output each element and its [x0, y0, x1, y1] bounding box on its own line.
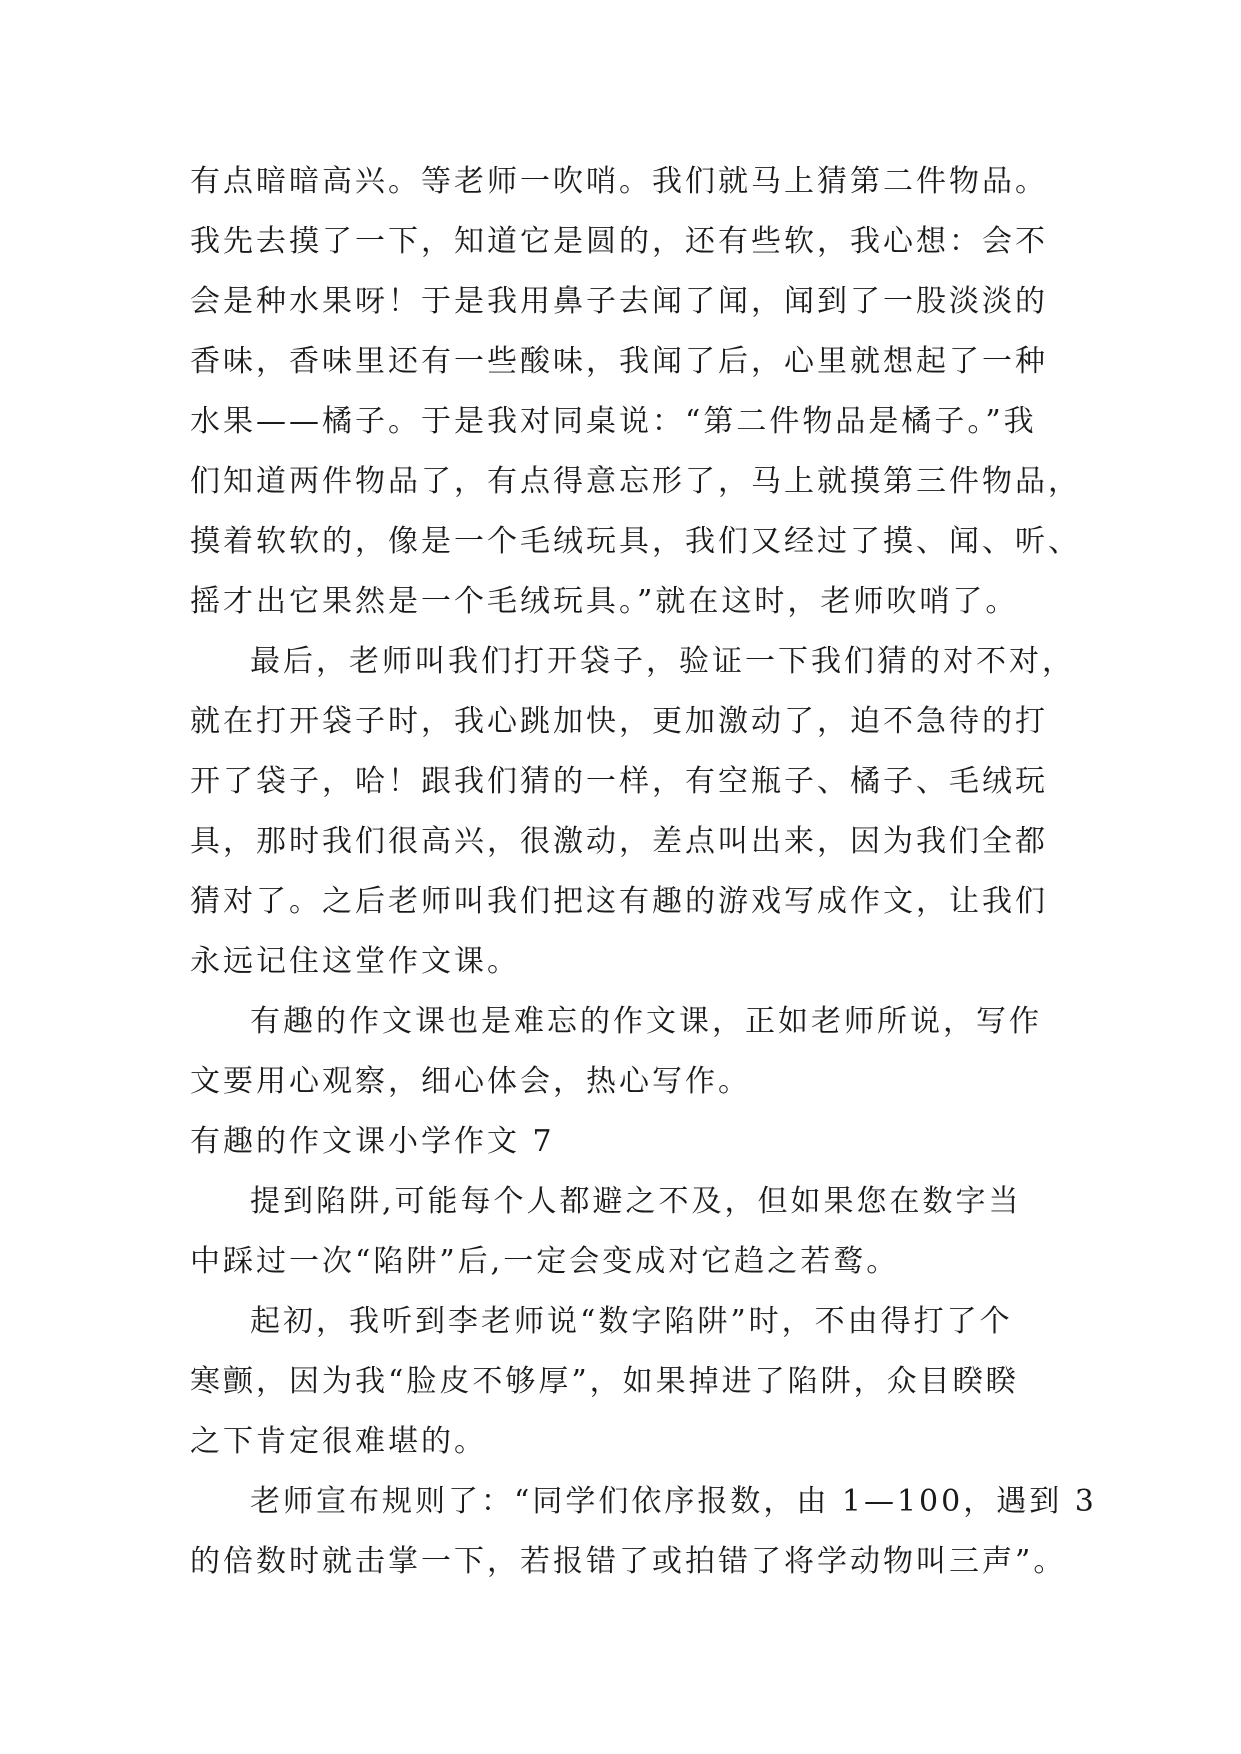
text-line: 们知道两件物品了，有点得意忘形了，马上就摸第三件物品， [190, 464, 1081, 499]
text-line: 摇才出它果然是一个毛绒玩具。”就在这时，老师吹哨了。 [190, 584, 1019, 619]
text-line: 会是种水果呀！于是我用鼻子去闻了闻，闻到了一股淡淡的 [190, 284, 1048, 319]
document-body [190, 152, 1097, 1592]
paragraph-start-line: 老师宣布规则了：“同学们依序报数，由 1—100，遇到 3 [250, 1484, 1097, 1519]
paragraph-start-line: 有趣的作文课也是难忘的作文课，正如老师所说，写作 [250, 1004, 1042, 1039]
text-line: 永远记住这堂作文课。 [190, 944, 520, 979]
text-line: 就在打开袋子时，我心跳加快，更加激动了，迫不急待的打 [190, 704, 1048, 739]
text-line: 的倍数时就击掌一下，若报错了或拍错了将学动物叫三声”。 [190, 1544, 1067, 1579]
text-line: 中踩过一次“陷阱”后,一定会变成对它趋之若鹜。 [190, 1244, 900, 1279]
text-line: 香味，香味里还有一些酸味，我闻了后，心里就想起了一种 [190, 344, 1048, 379]
paragraph-start-line: 提到陷阱,可能每个人都避之不及，但如果您在数字当 [250, 1184, 1022, 1219]
text-line: 有点暗暗高兴。等老师一吹哨。我们就马上猜第二件物品。 [190, 164, 1048, 199]
text-line: 摸着软软的，像是一个毛绒玩具，我们又经过了摸、闻、听、 [190, 524, 1081, 559]
text-line: 具，那时我们很高兴，很激动，差点叫出来，因为我们全都 [190, 824, 1048, 859]
paragraph-start-line: 最后，老师叫我们打开袋子，验证一下我们猜的对不对， [250, 644, 1075, 679]
text-line: 开了袋子，哈！跟我们猜的一样，有空瓶子、橘子、毛绒玩 [190, 764, 1048, 799]
text-line: 我先去摸了一下，知道它是圆的，还有些软，我心想：会不 [190, 224, 1048, 259]
text-line: 猜对了。之后老师叫我们把这有趣的游戏写成作文，让我们 [190, 884, 1048, 919]
text-line: 文要用心观察，细心体会，热心写作。 [190, 1064, 751, 1099]
section-heading: 有趣的作文课小学作文 7 [190, 1124, 555, 1159]
text-line: 寒颤，因为我“脸皮不够厚”，如果掉进了陷阱，众目睽睽 [190, 1364, 1019, 1399]
text-line: 之下肯定很难堪的。 [190, 1424, 487, 1459]
text-line: 水果——橘子。于是我对同桌说：“第二件物品是橘子。”我 [190, 404, 1037, 439]
paragraph-start-line: 起初，我听到李老师说“数字陷阱”时，不由得打了个 [250, 1304, 1013, 1339]
